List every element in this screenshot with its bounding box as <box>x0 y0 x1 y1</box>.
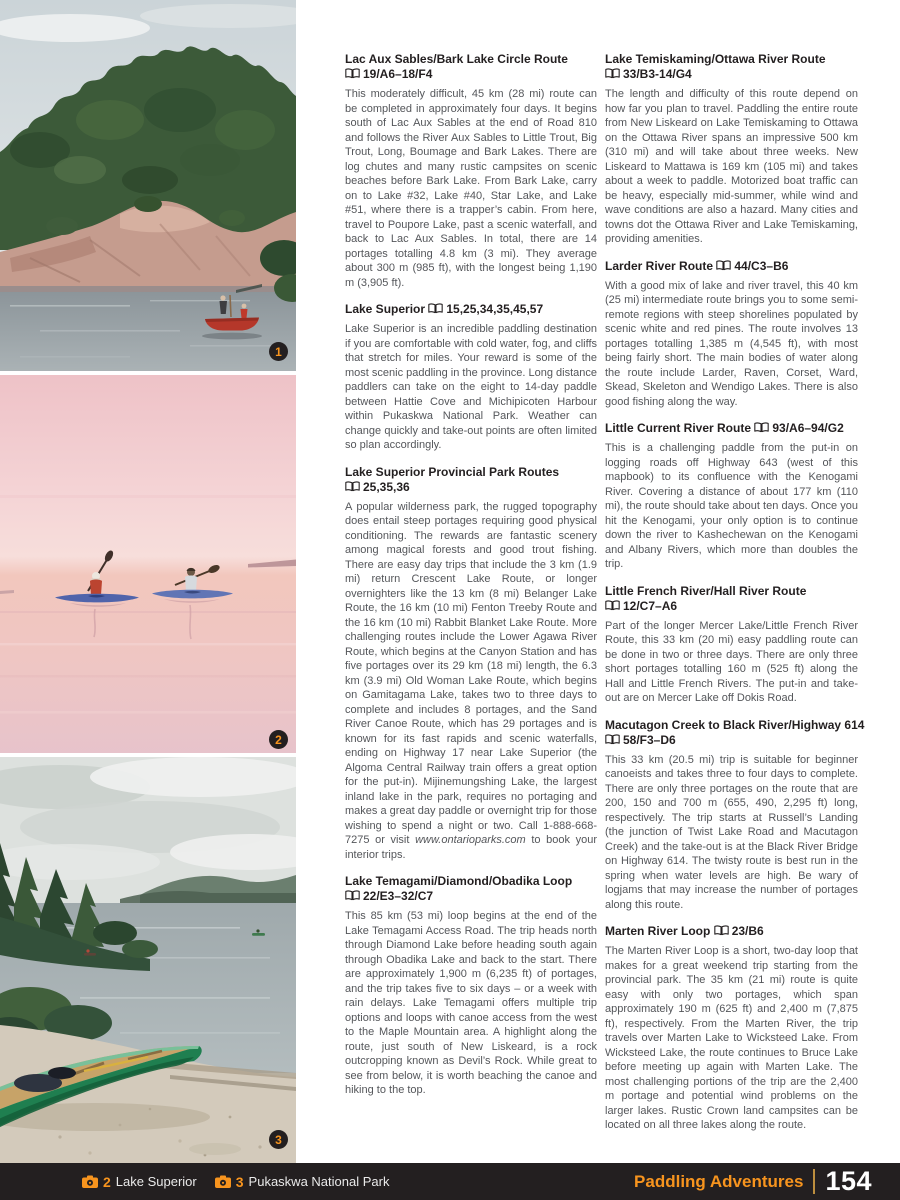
map-reference: 33/B3-14/G4 <box>623 67 692 81</box>
photo-number-badge: 3 <box>269 1130 288 1149</box>
chapter-title: Paddling Adventures <box>634 1171 804 1191</box>
credit-number: 3 <box>235 1173 244 1190</box>
route-section <box>345 52 597 290</box>
credit-number: 2 <box>103 1173 111 1190</box>
route-section <box>605 924 858 1133</box>
text-column-right <box>605 52 865 1145</box>
photo-1-image <box>0 0 296 371</box>
route-title: Lake Superior 15,25,34,35,45,57 <box>345 302 544 316</box>
route-description: This is a challenging paddle from the put-in on logging roads off Highway 643 (west of this mapbook) to its confluence with the Kenogami River. Covering a distance of about 177 km (110 mi), the route should take about ten days. Once you hit the Kenogami, your only option is to continue down the river to Kashechewan on the Kenogami and Albany Rivers, which more than doubles the trip. <box>605 442 858 570</box>
photo-kayakers-pink-sunset <box>0 375 296 753</box>
map-book-icon <box>428 303 443 314</box>
photo-3-image <box>0 757 296 1163</box>
photo-green-canoe-beach <box>0 757 296 1163</box>
map-book-icon <box>714 925 729 936</box>
map-reference: 15,25,34,35,45,57 <box>446 302 544 316</box>
map-book-icon <box>345 68 360 79</box>
camera-icon <box>215 1175 231 1188</box>
page-number: 154 <box>825 1166 872 1196</box>
route-section <box>345 302 597 453</box>
route-description: A popular wilderness park, the rugged topography does entail steep portages requiring good physical conditioning. The rewards are fantastic scenery among magical forests and good trout fishing. There are easy day trips that include the 3 km (1.9 mi) return Crescent Lake Route, or longer overnighters like the 13 km (8 mi) Belanger Lake Route, the 16 km (10 mi) Fenton Treeby Route and the 16 km (10 mi) Rabbit Blanket Lake Route. More challenging routes include the Lower Agawa River Route, which begins at the Canyon Station and has five portages over its 29 km (18 mi) length, the 6.3 km (3.9 mi) Old Woman Lake Route, which begins on Gamitagama Lake, takes two to three days to complete and includes 8 portages, and the Sand River Canoe Route, which has 29 portages and is known for its fast rapids and scenic waterfalls, ending on Highway 17 near Lake Superior (the Algoma Central Railway train offers a great option for the put-in). Mijinemungshing Lake, the largest inland lake in the park, requires no portaging and makes a great day paddle or overnight trip for those wishing to spend a night or two. Call 1-888-668-7275 or visit www.ontarioparks.com to book your interior trips. <box>345 500 597 861</box>
route-description: Lake Superior is an incredible paddling destination if you are comfortable with cold water, fog, and cliffs that stretch for miles. Your reward is some of the most scenic paddling in the province. Long distance paddlers can take on the eight to 14-day paddle between Hattie Cove and Michipicoten Harbour within Pukaskwa National Park. Weather can change quickly and take-out points are often limited so plan accordingly. <box>345 323 597 451</box>
route-section <box>605 52 858 247</box>
route-title: Lake Temiskaming/Ottawa River Route 33/B3-14/G4 <box>605 52 826 81</box>
photo-credit <box>82 1174 197 1190</box>
map-book-icon <box>605 68 620 79</box>
route-description: This 33 km (20.5 mi) trip is suitable for beginner canoeists and takes three to four days to complete. There are only three portages on the route that are 200, 150 and 700 m (655, 490, 2,295 ft) long, respectively. The trip starts at Russell’s Landing (the junction of Twist Lake Road and Macutagon Creek) and the take-out is at the Black River Bridge on Highway 614. The twisty route is best run in the spring when water levels are high. Be wary of logjams that may increase the number of portages along this route. <box>605 753 858 911</box>
photo-credit <box>215 1174 390 1190</box>
map-reference: 93/A6–94/G2 <box>772 421 844 435</box>
photo-canoe-rocky-cliff <box>0 0 296 371</box>
route-title: Marten River Loop 23/B6 <box>605 924 764 938</box>
route-section <box>605 584 858 706</box>
map-reference: 58/F3–D6 <box>623 732 676 747</box>
map-book-icon <box>345 890 360 901</box>
route-description: The length and difficulty of this route depend on how far you plan to travel. Paddling the entire route from New Liskeard on Lake Temiskaming to Ottawa on the Ottawa River spans an impressive 500 km (310 mi) and will take about three weeks. New Liskeard to Mattawa is 169 km (105 mi) and takes about a week to paddle. Motorized boat traffic can be heavy, especially mid-summer, while wind and wave conditions are also a hazard. Many cities and towns dot the Ottawa River and Lake Temiskaming, providing amenities. <box>605 88 858 245</box>
route-description: This moderately difficult, 45 km (28 mi) route can be completed in approximately four days. It begins south of Lac Aux Sables at the end of Road 810 and follows the River Aux Sables to Little Trout, Big Trout, Long, Boumage and Bark Lakes. There are log chutes and many rustic campsites on scenic beaches before Bark Lake. From Bark Lake, carry on to Lake #32, Lake #40, Star Lake, and Lake #51, where there is a trapper’s cabin. From here, travel to Poupore Lake, past a scenic waterfall, and back to Lac Aux Sables. In total, there are 14 portages totalling 4.8 km (3 mi). They average about 300 m (985 ft), with the longest being 1,190 m (3,905 ft). <box>345 88 597 289</box>
map-book-icon <box>605 600 620 611</box>
map-reference: 19/A6–18/F4 <box>363 67 433 81</box>
map-book-icon <box>345 481 360 492</box>
credit-label: Lake Superior <box>115 1174 197 1189</box>
photo-number-badge: 1 <box>269 342 288 361</box>
photo-credits <box>0 1174 389 1190</box>
route-description: The Marten River Loop is a short, two-day loop that makes for a great weekend trip starting from the provincial park. The 35 km (21 mi) route is quite easy with only two portages, which span approximately 190 m (625 ft) and 2,400 m (7,875 ft), respectively. From the Marten River, the trip travels over Marten Lake to Wicksteed Lake. From Wicksteed Lake, the route continues to Bruce Lake before meeting up again with Marten Lake. The most challenging portions of the trip are the 2,400 m portage and potential wind problems on the larger lakes. Rustic Crown land campsites can be located on all three lakes along the route. <box>605 945 858 1131</box>
route-description: Part of the longer Mercer Lake/Little French River Route, this 33 km (20 mi) easy paddling route can be done in two or three days. There are only three short portages totalling 160 m (525 ft) along the Hall and Little French Rivers. The put-in and take-out are on Mercer Lake off Dokis Road. <box>605 619 858 704</box>
photo-number-badge: 2 <box>269 730 288 749</box>
route-title: Lake Temagami/Diamond/Obadika Loop 22/E3–32/C7 <box>345 874 573 903</box>
map-reference: 44/C3–B6 <box>734 258 789 273</box>
route-title: Macutagon Creek to Black River/Highway 614 58/F3–D6 <box>605 717 865 747</box>
route-title: Larder River Route 44/C3–B6 <box>605 258 789 273</box>
map-reference: 25,35,36 <box>363 479 410 494</box>
map-book-icon <box>605 734 620 745</box>
footer-right-group <box>634 1166 900 1197</box>
camera-icon <box>82 1175 98 1188</box>
route-title: Little Current River Route 93/A6–94/G2 <box>605 421 844 435</box>
photo-2-image <box>0 375 296 753</box>
route-title: Little French River/Hall River Route 12/C7–A6 <box>605 583 807 613</box>
route-section <box>345 874 597 1098</box>
route-title: Lake Superior Provincial Park Routes 25,35,36 <box>345 464 560 494</box>
route-description: This 85 km (53 mi) loop begins at the end of the Lake Temagami Access Road. The trip heads north through Diamond Lake before heading south again through Obadika Lake and back to the start. There are approximately 1,900 m (6,235 ft) of portages, and the trip takes five to six days – or a week with rain delays. Lake Temagami offers multiple trip options and loops with canoe access from the west to the Maple Mountain area. A highlight along the route, just south of New Liskeard, is a rock outcropping known as Devil’s Rock. While great to see from below, it is worth beaching the canoe and hiking to the top. <box>345 910 597 1096</box>
map-reference: 22/E3–32/C7 <box>363 889 434 903</box>
map-reference: 12/C7–A6 <box>623 598 678 613</box>
text-column-left <box>345 52 597 1110</box>
footer-divider <box>813 1169 815 1194</box>
route-section <box>605 717 865 913</box>
route-section <box>605 259 858 410</box>
route-title: Lac Aux Sables/Bark Lake Circle Route 19/A6–18/F4 <box>345 52 568 81</box>
map-reference: 23/B6 <box>731 924 764 938</box>
route-section <box>605 421 858 572</box>
credit-label: Pukaskwa National Park <box>248 1174 390 1189</box>
route-description: With a good mix of lake and river travel, this 40 km (25 mi) intermediate route brings you to some semi-remote regions with steep shorelines populated by scenic white and red pines. The route involves 13 portages totalling 1,385 m (4,545 ft), with most being fairly short. The main bodies of water along the route include Larder, Raven, Corset, Ward, Skead, Skeleton and Wendigo Lakes. There is also good fishing along the way. <box>605 279 858 408</box>
route-section <box>345 465 597 863</box>
map-book-icon <box>754 422 769 433</box>
map-book-icon <box>716 260 731 271</box>
footer-bar <box>0 1163 900 1200</box>
